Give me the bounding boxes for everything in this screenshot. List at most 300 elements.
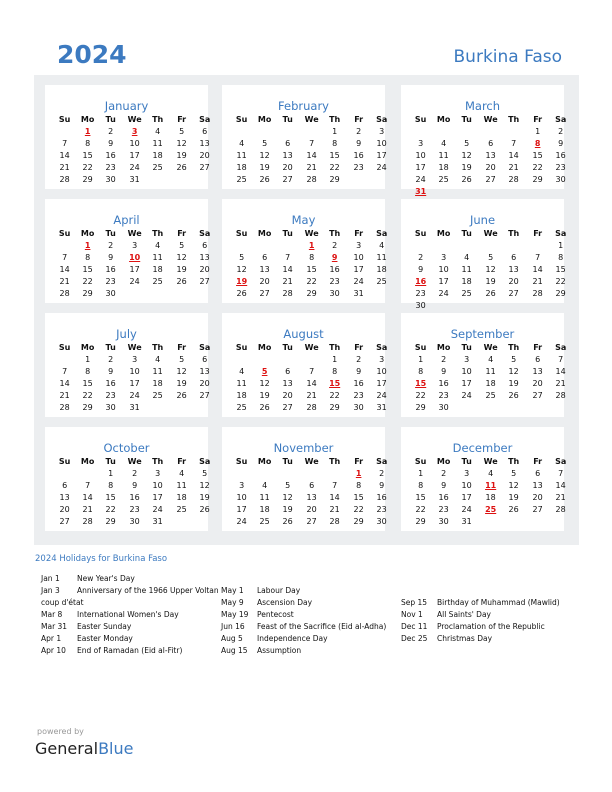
day: 20 xyxy=(259,277,270,286)
day: 18 xyxy=(376,265,387,274)
day: 29 xyxy=(82,403,93,412)
holiday-day: 15 xyxy=(415,379,427,388)
day: 9 xyxy=(108,253,114,262)
day: 13 xyxy=(306,493,317,502)
day: 16 xyxy=(376,493,387,502)
day: 13 xyxy=(532,367,543,376)
day: 4 xyxy=(464,253,470,262)
weekday-header: Sa xyxy=(376,343,388,352)
weekday-header: Sa xyxy=(376,229,388,238)
day: 30 xyxy=(105,289,116,298)
day: 16 xyxy=(105,265,116,274)
holiday-day: 11 xyxy=(485,481,497,490)
month-march xyxy=(401,85,567,196)
day: 21 xyxy=(532,277,543,286)
month-october xyxy=(45,427,211,531)
day: 14 xyxy=(532,265,543,274)
weekday-header: Mo xyxy=(257,343,272,352)
day: 19 xyxy=(176,151,187,160)
day: 3 xyxy=(379,355,385,364)
day: 29 xyxy=(329,175,340,184)
holiday-item xyxy=(221,586,300,595)
day: 31 xyxy=(129,403,140,412)
day: 27 xyxy=(282,403,293,412)
day: 8 xyxy=(558,253,564,262)
day: 15 xyxy=(82,265,93,274)
day: 10 xyxy=(129,367,140,376)
weekday-header: We xyxy=(483,343,498,352)
holiday-day: 16 xyxy=(415,277,427,286)
day: 21 xyxy=(82,505,93,514)
weekday-header: Th xyxy=(508,343,520,352)
day: 11 xyxy=(236,379,247,388)
day: 9 xyxy=(441,481,447,490)
day: 6 xyxy=(262,253,268,262)
day: 1 xyxy=(332,127,338,136)
day: 1 xyxy=(332,355,338,364)
day: 23 xyxy=(105,277,116,286)
holiday-date: Dec 25 xyxy=(401,634,428,643)
day: 23 xyxy=(415,289,426,298)
day: 13 xyxy=(508,265,519,274)
day: 3 xyxy=(132,355,138,364)
month-name: September xyxy=(450,327,515,341)
weekday-header: Tu xyxy=(282,229,293,238)
day: 17 xyxy=(461,493,472,502)
weekday-header: Mo xyxy=(257,229,272,238)
weekday-header: Th xyxy=(329,343,341,352)
day: 30 xyxy=(105,403,116,412)
day: 29 xyxy=(82,289,93,298)
day: 21 xyxy=(306,391,317,400)
day: 31 xyxy=(353,289,364,298)
holiday-name: End of Ramadan (Eid al-Fitr) xyxy=(77,646,183,655)
holiday-day: 25 xyxy=(485,505,497,514)
day: 24 xyxy=(353,277,364,286)
day: 10 xyxy=(415,151,426,160)
day: 16 xyxy=(353,151,364,160)
day: 23 xyxy=(353,163,364,172)
day: 4 xyxy=(488,469,494,478)
month-name: August xyxy=(283,327,324,341)
day: 29 xyxy=(353,517,364,526)
day: 30 xyxy=(376,517,387,526)
day: 1 xyxy=(535,127,541,136)
day: 1 xyxy=(418,469,424,478)
holiday-name: Christmas Day xyxy=(437,634,493,643)
holiday-name: Anniversary of the 1966 Upper Voltan xyxy=(77,586,219,595)
day: 22 xyxy=(306,277,317,286)
day: 29 xyxy=(555,289,566,298)
holiday-day: 15 xyxy=(329,379,341,388)
powered-by: powered by xyxy=(37,727,84,736)
day: 23 xyxy=(129,505,140,514)
weekday-header: Mo xyxy=(257,115,272,124)
holiday-item xyxy=(221,598,312,607)
day: 19 xyxy=(259,391,270,400)
day: 18 xyxy=(176,493,187,502)
holiday-item xyxy=(41,610,179,619)
day: 9 xyxy=(108,139,114,148)
day: 7 xyxy=(558,469,564,478)
day: 2 xyxy=(132,469,138,478)
weekday-header: We xyxy=(127,457,142,466)
day: 3 xyxy=(441,253,447,262)
day: 5 xyxy=(488,253,494,262)
day: 12 xyxy=(176,253,187,262)
day: 5 xyxy=(179,355,185,364)
day: 7 xyxy=(535,253,541,262)
day: 12 xyxy=(236,265,247,274)
holiday-date: Nov 1 xyxy=(401,610,423,619)
day: 4 xyxy=(379,241,385,250)
day: 24 xyxy=(129,163,140,172)
day: 20 xyxy=(199,379,210,388)
day: 8 xyxy=(309,253,315,262)
day: 17 xyxy=(236,505,247,514)
day: 9 xyxy=(558,139,564,148)
day: 2 xyxy=(356,127,362,136)
weekday-header: We xyxy=(483,229,498,238)
day: 27 xyxy=(282,175,293,184)
day: 23 xyxy=(376,505,387,514)
day: 2 xyxy=(332,241,338,250)
weekday-header: Sa xyxy=(199,343,211,352)
day: 1 xyxy=(85,355,91,364)
holiday-date: Sep 15 xyxy=(401,598,428,607)
weekday-header: Su xyxy=(235,115,248,124)
day: 15 xyxy=(415,493,426,502)
day: 25 xyxy=(236,403,247,412)
day: 27 xyxy=(532,505,543,514)
day: 22 xyxy=(415,391,426,400)
weekday-header: Tu xyxy=(105,115,116,124)
day: 11 xyxy=(485,367,496,376)
day: 10 xyxy=(236,493,247,502)
day: 14 xyxy=(306,151,317,160)
day: 24 xyxy=(461,505,472,514)
day: 22 xyxy=(329,391,340,400)
day: 19 xyxy=(508,493,519,502)
day: 24 xyxy=(438,289,449,298)
day: 15 xyxy=(329,151,340,160)
day: 8 xyxy=(332,139,338,148)
holiday-day: 8 xyxy=(534,139,541,148)
day: 21 xyxy=(329,505,340,514)
day: 26 xyxy=(461,175,472,184)
holiday-name: coup d'état xyxy=(41,598,84,607)
weekday-header: Th xyxy=(152,343,164,352)
day: 18 xyxy=(259,505,270,514)
day: 18 xyxy=(236,391,247,400)
day: 17 xyxy=(376,379,387,388)
day: 27 xyxy=(199,277,210,286)
holiday-name: Proclamation of the Republic xyxy=(437,622,545,631)
month-name: January xyxy=(104,99,149,113)
weekday-header: Tu xyxy=(282,457,293,466)
weekday-header: Mo xyxy=(436,343,451,352)
day: 21 xyxy=(59,277,70,286)
day: 14 xyxy=(59,151,70,160)
day: 5 xyxy=(285,481,291,490)
day: 20 xyxy=(532,379,543,388)
day: 22 xyxy=(329,163,340,172)
holiday-day: 1 xyxy=(308,241,315,250)
holiday-date: Dec 11 xyxy=(401,622,428,631)
day: 6 xyxy=(202,127,208,136)
day: 17 xyxy=(353,265,364,274)
weekday-header: Mo xyxy=(436,115,451,124)
holiday-date: Jan 3 xyxy=(41,586,60,595)
day: 16 xyxy=(105,379,116,388)
weekday-header: We xyxy=(483,457,498,466)
day: 28 xyxy=(59,403,70,412)
day: 25 xyxy=(461,289,472,298)
weekday-header: Fr xyxy=(533,343,543,352)
weekday-header: Sa xyxy=(199,115,211,124)
day: 27 xyxy=(532,391,543,400)
weekday-header: We xyxy=(127,343,142,352)
holiday-date: May 9 xyxy=(221,598,244,607)
day: 6 xyxy=(202,355,208,364)
day: 8 xyxy=(418,367,424,376)
day: 6 xyxy=(535,355,541,364)
day: 4 xyxy=(441,139,447,148)
holiday-date: Apr 1 xyxy=(41,634,62,643)
day: 9 xyxy=(356,139,362,148)
weekday-header: We xyxy=(304,457,319,466)
weekday-header: Tu xyxy=(282,115,293,124)
month-april xyxy=(45,199,211,303)
month-name: October xyxy=(103,441,150,455)
weekday-header: Th xyxy=(329,115,341,124)
day: 7 xyxy=(558,355,564,364)
weekday-header: We xyxy=(127,229,142,238)
holiday-date: Mar 8 xyxy=(41,610,63,619)
day: 18 xyxy=(438,163,449,172)
weekday-header: Sa xyxy=(376,115,388,124)
holiday-day: 19 xyxy=(236,277,248,286)
day: 25 xyxy=(236,175,247,184)
day: 29 xyxy=(306,289,317,298)
weekday-header: Tu xyxy=(105,229,116,238)
day: 2 xyxy=(441,469,447,478)
day: 31 xyxy=(461,517,472,526)
weekday-header: Sa xyxy=(555,457,567,466)
day: 6 xyxy=(202,241,208,250)
day: 31 xyxy=(376,403,387,412)
day: 10 xyxy=(152,481,163,490)
day: 6 xyxy=(62,481,68,490)
day: 14 xyxy=(59,379,70,388)
brand-logo[interactable] xyxy=(35,739,133,758)
day: 10 xyxy=(376,139,387,148)
day: 7 xyxy=(62,367,68,376)
day: 20 xyxy=(306,505,317,514)
day: 22 xyxy=(82,391,93,400)
day: 5 xyxy=(511,355,517,364)
day: 15 xyxy=(555,265,566,274)
holiday-name: Pentecost xyxy=(257,610,294,619)
day: 30 xyxy=(438,403,449,412)
weekday-header: We xyxy=(127,115,142,124)
day: 19 xyxy=(176,265,187,274)
weekday-header: Tu xyxy=(461,457,472,466)
day: 15 xyxy=(353,493,364,502)
weekday-header: Tu xyxy=(282,343,293,352)
day: 5 xyxy=(239,253,245,262)
day: 2 xyxy=(356,355,362,364)
month-name: June xyxy=(469,213,496,227)
brand-general: General xyxy=(35,739,99,758)
weekday-header: Tu xyxy=(461,229,472,238)
holiday-item xyxy=(401,598,560,607)
day: 26 xyxy=(199,505,210,514)
day: 22 xyxy=(105,505,116,514)
day: 19 xyxy=(199,493,210,502)
day: 18 xyxy=(485,379,496,388)
day: 7 xyxy=(332,481,338,490)
day: 2 xyxy=(108,241,114,250)
day: 8 xyxy=(85,367,91,376)
weekday-header: Sa xyxy=(555,229,567,238)
holiday-item xyxy=(41,598,84,607)
holiday-day: 1 xyxy=(84,127,91,136)
day: 16 xyxy=(555,151,566,160)
day: 18 xyxy=(152,265,163,274)
month-february xyxy=(222,85,388,189)
weekday-header: We xyxy=(304,115,319,124)
day: 26 xyxy=(508,391,519,400)
day: 30 xyxy=(438,517,449,526)
day: 15 xyxy=(82,151,93,160)
holiday-item xyxy=(221,622,386,631)
day: 12 xyxy=(461,151,472,160)
day: 30 xyxy=(329,289,340,298)
day: 9 xyxy=(418,265,424,274)
day: 4 xyxy=(155,127,161,136)
day: 19 xyxy=(485,277,496,286)
holiday-name: Easter Sunday xyxy=(77,622,132,631)
day: 12 xyxy=(485,265,496,274)
weekday-header: Fr xyxy=(533,229,543,238)
day: 8 xyxy=(85,253,91,262)
day: 5 xyxy=(179,127,185,136)
day: 24 xyxy=(461,391,472,400)
weekday-header: Su xyxy=(414,115,427,124)
day: 5 xyxy=(262,139,268,148)
day: 9 xyxy=(108,367,114,376)
holiday-item xyxy=(401,634,492,643)
holiday-name: Easter Monday xyxy=(77,634,133,643)
day: 29 xyxy=(82,175,93,184)
month-november xyxy=(222,427,388,531)
weekday-header: Fr xyxy=(354,115,364,124)
weekday-header: Th xyxy=(152,229,164,238)
day: 5 xyxy=(179,241,185,250)
day: 17 xyxy=(376,151,387,160)
day: 3 xyxy=(464,469,470,478)
day: 17 xyxy=(152,493,163,502)
day: 20 xyxy=(199,151,210,160)
weekday-header: Fr xyxy=(354,457,364,466)
month-august xyxy=(222,313,388,417)
day: 9 xyxy=(356,367,362,376)
day: 27 xyxy=(199,163,210,172)
day: 12 xyxy=(259,379,270,388)
day: 7 xyxy=(511,139,517,148)
day: 6 xyxy=(285,367,291,376)
day: 6 xyxy=(511,253,517,262)
day: 21 xyxy=(306,163,317,172)
holiday-item xyxy=(221,634,328,643)
day: 24 xyxy=(152,505,163,514)
holiday-name: Labour Day xyxy=(257,586,301,595)
day: 7 xyxy=(62,253,68,262)
day: 28 xyxy=(555,505,566,514)
day: 17 xyxy=(129,379,140,388)
day: 23 xyxy=(438,505,449,514)
day: 22 xyxy=(415,505,426,514)
day: 5 xyxy=(511,469,517,478)
day: 22 xyxy=(353,505,364,514)
day: 4 xyxy=(155,241,161,250)
day: 12 xyxy=(282,493,293,502)
month-december xyxy=(401,427,567,531)
day: 26 xyxy=(236,289,247,298)
day: 9 xyxy=(441,367,447,376)
day: 27 xyxy=(199,391,210,400)
weekday-header: Fr xyxy=(177,229,187,238)
day: 28 xyxy=(282,289,293,298)
day: 9 xyxy=(379,481,385,490)
day: 21 xyxy=(508,163,519,172)
weekday-header: Tu xyxy=(105,343,116,352)
day: 21 xyxy=(59,163,70,172)
day: 21 xyxy=(555,379,566,388)
day: 30 xyxy=(353,403,364,412)
weekday-header: Mo xyxy=(80,115,95,124)
day: 18 xyxy=(152,151,163,160)
day: 20 xyxy=(282,391,293,400)
day: 3 xyxy=(132,241,138,250)
weekday-header: Fr xyxy=(177,457,187,466)
day: 7 xyxy=(85,481,91,490)
holiday-item xyxy=(41,634,133,643)
day: 16 xyxy=(438,493,449,502)
day: 26 xyxy=(259,403,270,412)
day: 28 xyxy=(508,175,519,184)
day: 14 xyxy=(306,379,317,388)
day: 29 xyxy=(415,517,426,526)
day: 3 xyxy=(155,469,161,478)
holiday-day: 1 xyxy=(84,241,91,250)
weekday-header: Su xyxy=(235,457,248,466)
day: 17 xyxy=(438,277,449,286)
day: 11 xyxy=(152,367,163,376)
holiday-date: May 1 xyxy=(221,586,244,595)
holiday-date: Jun 16 xyxy=(221,622,245,631)
day: 25 xyxy=(376,277,387,286)
weekday-header: Mo xyxy=(436,457,451,466)
day: 11 xyxy=(176,481,187,490)
day: 30 xyxy=(555,175,566,184)
day: 6 xyxy=(285,139,291,148)
day: 25 xyxy=(152,277,163,286)
weekday-header: Th xyxy=(508,115,520,124)
holiday-item xyxy=(401,622,545,631)
day: 10 xyxy=(353,253,364,262)
